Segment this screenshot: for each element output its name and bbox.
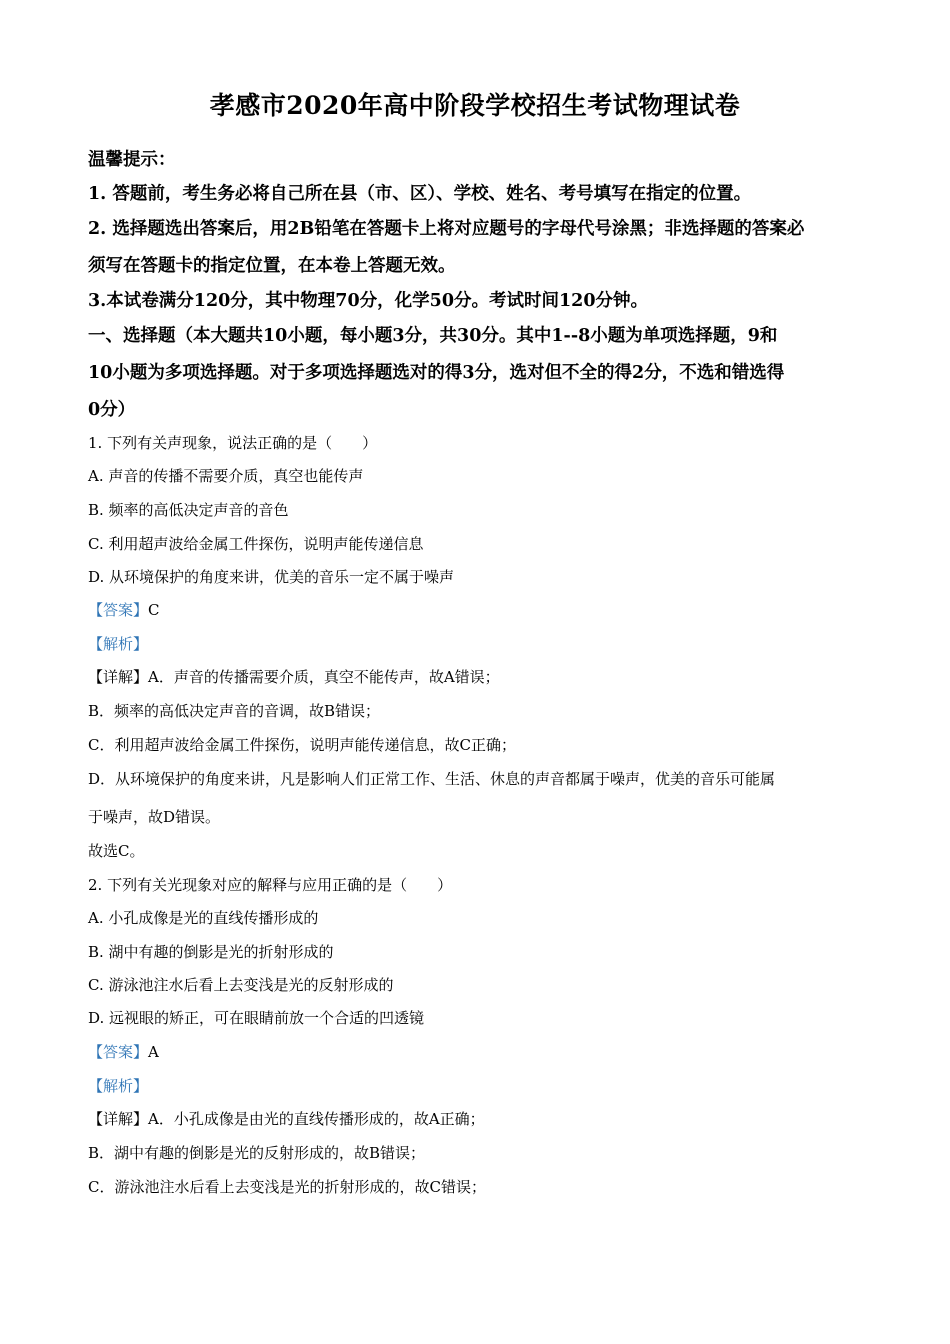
detail-label: 【详解】 xyxy=(88,1110,149,1128)
q1-detail-b: B．频率的高低决定声音的音调，故B错误； xyxy=(88,702,381,720)
tip-item-2-line-2: 须写在答题卡的指定位置，在本卷上答题无效。 xyxy=(88,256,456,276)
q2-detail-b: B．湖中有趣的倒影是光的反射形成的，故B错误； xyxy=(88,1144,426,1162)
q1-option-b: B. 频率的高低决定声音的音色 xyxy=(88,501,289,519)
tip-item-3: 3.本试卷满分120分，其中物理70分，化学50分。考试时间120分钟。 xyxy=(88,291,649,311)
section-heading-line-2: 10小题为多项选择题。对于多项选择题选对的得3分，选对但不全的得2分，不选和错选得 xyxy=(88,363,785,383)
q2-option-b: B. 湖中有趣的倒影是光的折射形成的 xyxy=(88,943,334,961)
tips-heading: 温馨提示： xyxy=(88,150,176,170)
q2-detail-c: C．游泳池注水后看上去变浅是光的折射形成的，故C错误； xyxy=(88,1178,486,1196)
detail-text: A．声音的传播需要介质，真空不能传声，故A错误； xyxy=(148,668,500,686)
answer-label: 【答案】 xyxy=(88,1043,149,1061)
q1-detail-d-line-1: D．从环境保护的角度来讲，凡是影响人们正常工作、生活、休息的声音都属于噪声，优美的音乐可能属 xyxy=(88,770,776,788)
q1-detail-a xyxy=(88,666,500,687)
answer-value: A xyxy=(148,1043,159,1061)
q1-option-d: D. 从环境保护的角度来讲，优美的音乐一定不属于噪声 xyxy=(88,568,455,586)
q2-option-c: C. 游泳池注水后看上去变浅是光的反射形成的 xyxy=(88,976,394,994)
q2-analysis-label: 【解析】 xyxy=(88,1077,149,1095)
q2-answer xyxy=(88,1041,159,1062)
q2-option-a: A. 小孔成像是光的直线传播形成的 xyxy=(88,909,319,927)
detail-label: 【详解】 xyxy=(88,668,149,686)
answer-value: C xyxy=(148,601,160,619)
q1-option-c: C. 利用超声波给金属工件探伤，说明声能传递信息 xyxy=(88,535,424,553)
q1-detail-c: C．利用超声波给金属工件探伤，说明声能传递信息，故C正确； xyxy=(88,736,516,754)
q1-conclusion: 故选C。 xyxy=(88,842,145,860)
tip-item-1: 1. 答题前，考生务必将自己所在县（市、区）、学校、姓名、考号填写在指定的位置。 xyxy=(88,184,752,204)
page-title: 孝感市2020年高中阶段学校招生考试物理试卷 xyxy=(209,91,741,120)
detail-text: A．小孔成像是由光的直线传播形成的，故A正确； xyxy=(148,1110,485,1128)
q1-stem: 1. 下列有关声现象，说法正确的是（ ） xyxy=(88,434,378,452)
tip-item-2-line-1: 2. 选择题选出答案后，用2B铅笔在答题卡上将对应题号的字母代号涂黑；非选择题的答案必 xyxy=(88,219,805,239)
answer-label: 【答案】 xyxy=(88,601,149,619)
q1-detail-d-line-2: 于噪声，故D错误。 xyxy=(88,808,221,826)
q1-analysis-label: 【解析】 xyxy=(88,635,149,653)
section-heading-line-3: 0分） xyxy=(88,400,136,420)
section-heading-line-1: 一、选择题（本大题共10小题，每小题3分，共30分。其中1--8小题为单项选择题，9和 xyxy=(88,326,778,346)
q2-stem: 2. 下列有关光现象对应的解释与应用正确的是（ ） xyxy=(88,876,453,894)
q1-answer xyxy=(88,599,160,620)
q1-option-a: A. 声音的传播不需要介质，真空也能传声 xyxy=(88,467,364,485)
q2-detail-a xyxy=(88,1108,485,1129)
q2-option-d: D. 远视眼的矫正，可在眼睛前放一个合适的凹透镜 xyxy=(88,1009,425,1027)
